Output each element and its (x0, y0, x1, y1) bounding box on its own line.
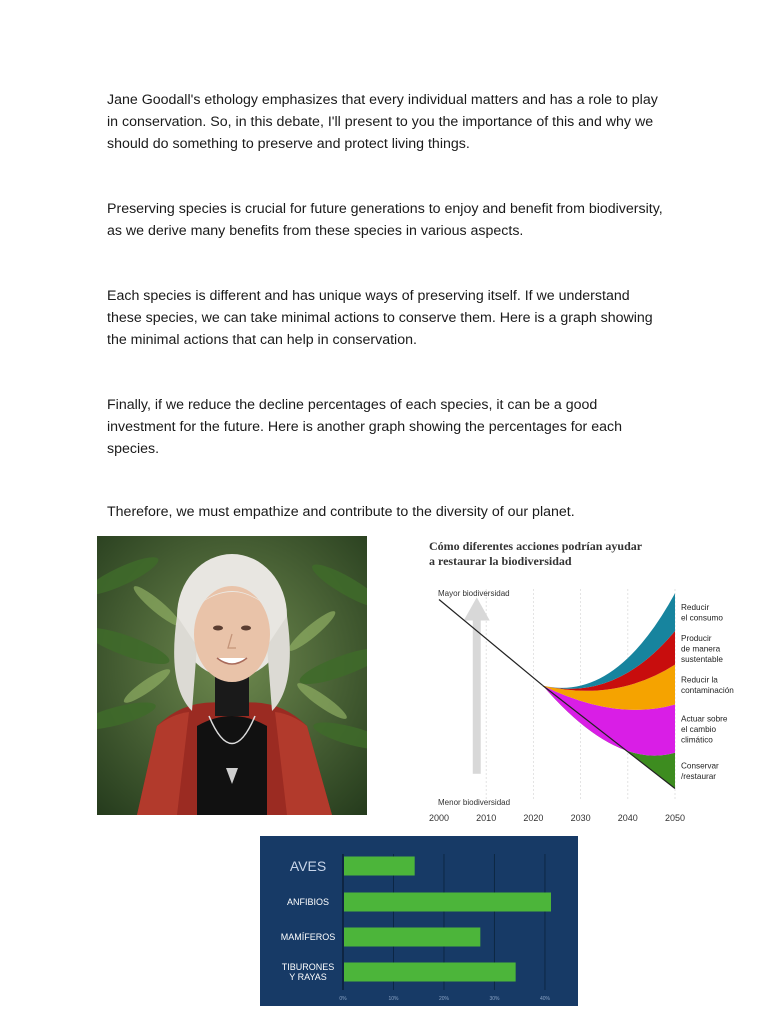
x-tick-label: 20% (438, 996, 449, 1002)
paragraph-intro: Jane Goodall's ethology emphasizes that every individual matters and has a role to play in conservation. So, in this debate, I'll present to you the importance of this and why we should do something to preserve and protect living things. (107, 92, 658, 152)
category-label: ANFIBIOS (286, 897, 330, 907)
series-label: Producir (681, 633, 712, 643)
x-tick-label: 2010 (476, 813, 497, 823)
paragraph-species: Each species is different and has unique ways of preserving itself. If we understand these species, we can take minimal actions to conserve them. Here is a graph showing the minimal actions that can help in conservation. (107, 288, 653, 348)
series-label: sustentable (681, 654, 723, 664)
chart-areas (543, 593, 675, 788)
series-label: el consumo (681, 613, 723, 623)
category-label: MAMÍFEROS (280, 932, 336, 942)
arrow-head (464, 597, 490, 620)
series-label: Reducir (681, 603, 710, 613)
x-tick-label: 2000 (428, 813, 450, 823)
x-tick-label: 2020 (523, 813, 544, 823)
series-label: /restaurar (681, 772, 717, 782)
arrow-shaft (473, 621, 481, 774)
paragraph-finally: Finally, if we reduce the decline percentages of each species, it can be a good investment for the future. Here is another graph showing the percentages for each species. (107, 397, 622, 457)
category-label: TIBURONES (281, 962, 335, 972)
x-tick-label: 2040 (617, 813, 638, 823)
x-tick-label: 2050 (664, 813, 686, 823)
species-bar-chart (260, 836, 578, 1006)
x-tick-label: 10% (388, 996, 399, 1002)
bar-tiburones-y-rayas (344, 963, 516, 982)
bars (344, 857, 551, 982)
x-tick-label: 40% (539, 996, 550, 1002)
chart-title-line2: a restaurar la biodiversidad (429, 554, 572, 568)
series-label: Actuar sobre (681, 714, 728, 724)
series-label: el cambio (681, 725, 717, 735)
trend-segment-past (439, 600, 543, 686)
series-label: Conservar (681, 761, 719, 771)
top-axis-label: Mayor biodiversidad (438, 589, 510, 598)
series-label: contaminación (681, 686, 734, 696)
biodiversity-chart (420, 534, 736, 826)
document-body (107, 90, 667, 530)
x-tick-label: 30% (489, 996, 500, 1002)
series-label: climático (681, 735, 713, 745)
x-axis-ticks (429, 813, 685, 823)
x-tick-label: 2030 (570, 813, 591, 823)
bar-anfibios (344, 893, 551, 912)
x-tick-label: 0% (339, 996, 347, 1002)
series-label: Reducir la (681, 675, 718, 685)
paragraph-conclusion: Therefore, we must empathize and contribute to the diversity of our planet. (107, 504, 575, 520)
chart-title-line1: Cómo diferentes acciones podrían ayudar (429, 539, 643, 553)
series-labels (681, 603, 734, 781)
bar-aves (344, 857, 415, 876)
category-labels (281, 858, 336, 982)
x-axis-ticks (339, 996, 550, 1002)
paragraph-preserving: Preserving species is crucial for future generations to enjoy and benefit from biodiversity, as we derive many benefits from these species in various aspects. (107, 201, 663, 239)
portrait-photo (97, 536, 367, 815)
bottom-axis-label: Menor biodiversidad (438, 798, 511, 807)
category-label: AVES (289, 858, 327, 874)
bar-mam-feros (344, 928, 480, 947)
series-label: de manera (681, 644, 721, 654)
category-label: Y RAYAS (289, 972, 327, 982)
